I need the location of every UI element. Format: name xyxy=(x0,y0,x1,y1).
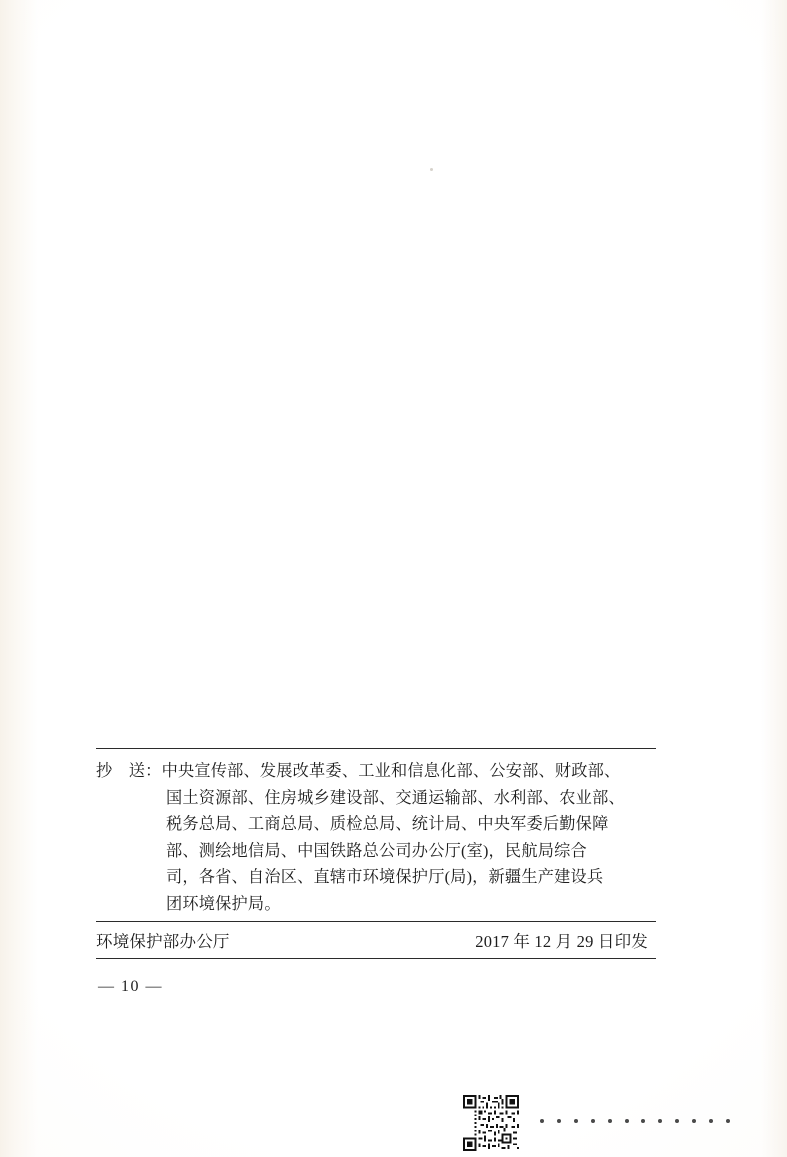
footer-bottom-rule xyxy=(96,958,656,959)
distribution-line: 部、测绘地信局、中国铁路总公司办公厅(室)，民航局综合 xyxy=(166,841,587,860)
footer-row xyxy=(96,928,656,952)
issuing-office: 环境保护部办公厅 xyxy=(96,932,230,951)
distribution-line: 团环境保护局。 xyxy=(166,894,281,913)
decorative-dots xyxy=(540,1119,730,1123)
distribution-line: 税务总局、工商总局、质检总局、统计局、中央军委后勤保障 xyxy=(166,815,609,833)
distribution-block xyxy=(96,748,656,917)
page-number: — 10 — xyxy=(98,978,163,995)
document-content xyxy=(96,0,662,1157)
distribution-label: 抄 送： xyxy=(96,762,162,780)
qr-code-icon xyxy=(463,1095,519,1151)
distribution-line: 国土资源部、住房城乡建设部、交通运输部、水利部、农业部、 xyxy=(166,788,625,807)
footer-top-rule xyxy=(96,921,656,922)
distribution-line-0: 中央宣传部、发展改革委、工业和信息化部、公安部、财政部、 xyxy=(161,762,621,780)
distribution-line: 司，各省、自治区、直辖市环境保护厅(局)，新疆生产建设兵 xyxy=(166,868,604,886)
print-date: 2017 年 12 月 29 日印发 xyxy=(475,932,648,951)
distribution-first-line xyxy=(96,758,656,785)
